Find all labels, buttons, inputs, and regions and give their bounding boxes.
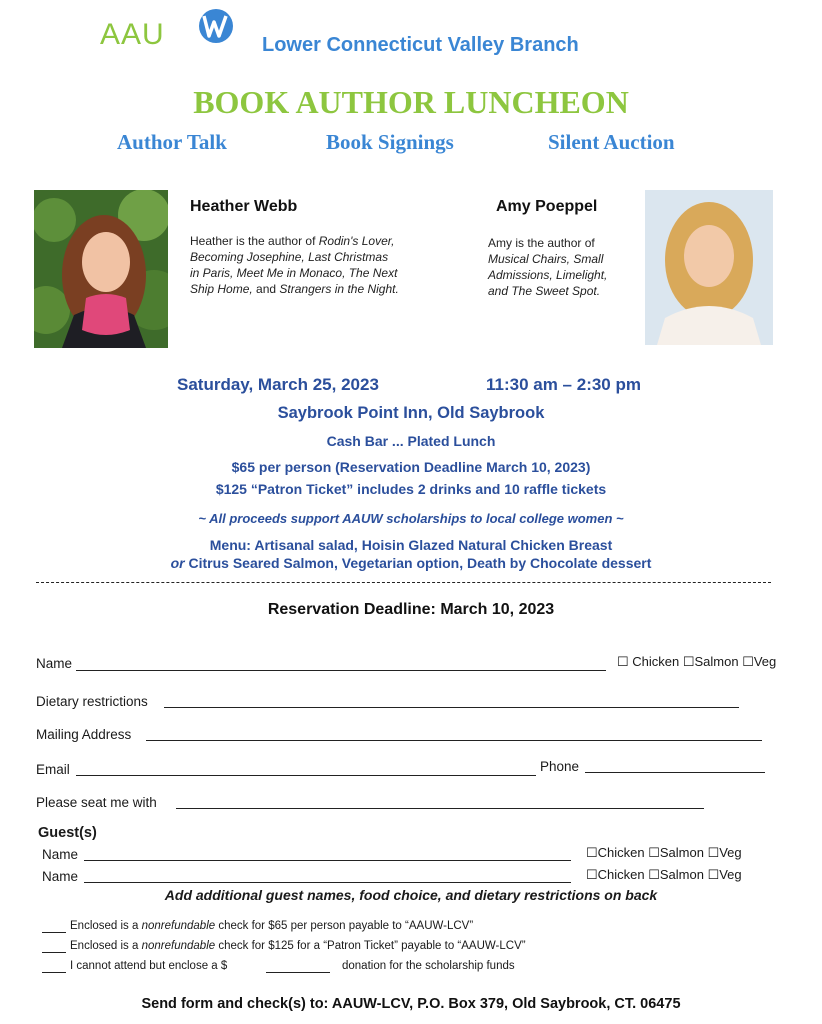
additional-guests-note: Add additional guest names, food choice, and dietary restrictions on back: [164, 887, 658, 903]
meal-choice-checkboxes[interactable]: ☐ Chicken ☐Salmon ☐Veg: [617, 654, 777, 669]
cut-line-divider: [36, 582, 771, 583]
phone-label: Phone: [540, 759, 580, 774]
subhead-silent-auction: Silent Auction: [548, 130, 675, 154]
option-1-text: Enclosed is a nonrefundable check for $65 per person payable to “AAUW-LCV”: [70, 920, 474, 932]
seat-with-label: Please seat me with: [36, 795, 157, 810]
mailing-address-field[interactable]: [146, 740, 762, 741]
guest-1-meal-checkboxes[interactable]: ☐Chicken ☐Salmon ☐Veg: [586, 845, 742, 860]
seat-with-field[interactable]: [176, 808, 704, 809]
branch-name: Lower Connecticut Valley Branch: [262, 34, 579, 56]
event-title: BOOK AUTHOR LUNCHEON: [193, 84, 629, 120]
event-proceeds: ~ All proceeds support AAUW scholarships to local college women ~: [198, 511, 624, 526]
dietary-label: Dietary restrictions: [36, 694, 148, 709]
guests-heading: Guest(s): [38, 825, 97, 841]
event-time: 11:30 am – 2:30 pm: [486, 375, 641, 394]
author-name-amy-poeppel: Amy Poeppel: [496, 198, 598, 215]
option-3-text: I cannot attend but enclose a $: [70, 960, 228, 972]
event-menu-line-1: Menu: Artisanal salad, Hoisin Glazed Natural Chicken Breast: [209, 537, 613, 553]
guest-1-name-label: Name: [42, 847, 79, 862]
phone-field[interactable]: [585, 772, 765, 773]
event-menu-line-2: or Citrus Seared Salmon, Vegetarian option, Death by Chocolate dessert: [170, 555, 652, 571]
author-name-heather-webb: Heather Webb: [190, 198, 298, 215]
event-price: $65 per person (Reservation Deadline March 10, 2023): [231, 459, 591, 475]
subhead-author-talk: Author Talk: [117, 130, 227, 154]
option-3-suffix: donation for the scholarship funds: [342, 960, 515, 972]
dietary-field[interactable]: [164, 707, 739, 708]
name-label: Name: [36, 656, 73, 671]
option-2-blank[interactable]: [42, 952, 66, 953]
option-1-blank[interactable]: [42, 932, 66, 933]
email-field[interactable]: [76, 775, 536, 776]
donation-amount-field[interactable]: [266, 972, 330, 973]
guest-2-name-field[interactable]: [84, 882, 571, 883]
guest-1-name-field[interactable]: [84, 860, 571, 861]
logo-wordmark: AAU: [100, 18, 165, 51]
reservation-deadline: Reservation Deadline: March 10, 2023: [267, 601, 555, 618]
mailing-address-label: Mailing Address: [36, 727, 132, 742]
name-field[interactable]: [76, 670, 606, 671]
guest-2-meal-checkboxes[interactable]: ☐Chicken ☐Salmon ☐Veg: [586, 867, 742, 882]
mailing-instructions: Send form and check(s) to: AAUW-LCV, P.O. Box 379, Old Saybrook, CT. 06475: [141, 996, 681, 1012]
option-3-blank[interactable]: [42, 972, 66, 973]
event-date: Saturday, March 25, 2023: [177, 375, 379, 394]
amy-poeppel-photo: [645, 190, 773, 345]
event-venue: Saybrook Point Inn, Old Saybrook: [277, 404, 545, 422]
author-bio-amy-poeppel: Amy is the author of Musical Chairs, Small Admissions, Limelight, and The Sweet Spot.: [488, 236, 608, 298]
event-patron-ticket: $125 “Patron Ticket” includes 2 drinks and 10 raffle tickets: [215, 481, 607, 497]
event-bar-lunch: Cash Bar ... Plated Lunch: [326, 433, 496, 449]
subhead-book-signings: Book Signings: [326, 130, 454, 154]
guest-2-name-label: Name: [42, 869, 79, 884]
author-bio-heather-webb: Heather is the author of Rodin's Lover, Becoming Josephine, Last Christmas in Paris, Meet Me in Monaco, The Next Ship Home, and Strangers in the Night.: [190, 234, 399, 296]
heather-webb-photo: [34, 190, 168, 348]
email-label: Email: [36, 762, 70, 777]
option-2-text: Enclosed is a nonrefundable check for $125 for a “Patron Ticket” payable to “AAUW-LCV”: [70, 940, 526, 952]
